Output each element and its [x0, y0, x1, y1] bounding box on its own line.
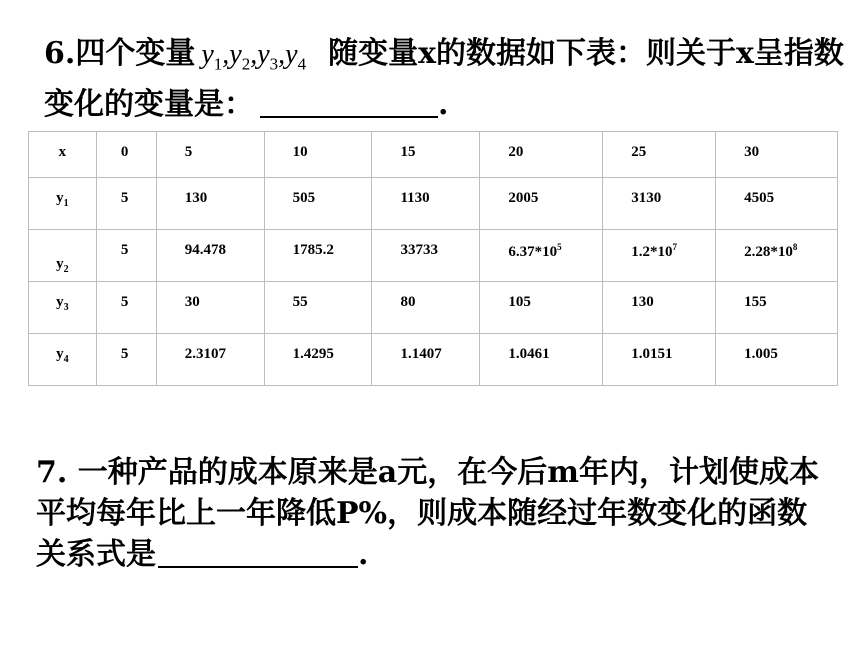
table-cell: 30	[156, 282, 264, 334]
table-cell: 130	[156, 178, 264, 230]
question-6-number: 6.	[44, 36, 76, 71]
table-cell: 3130	[603, 178, 716, 230]
row-header-y2: $y_2$	[29, 230, 97, 282]
variable-list: $y_1,y_2,y_3,y_4$	[201, 39, 307, 74]
table-cell: 1.0461	[480, 334, 603, 386]
table-cell: $1.2*10^7$	[603, 230, 716, 282]
table-cell: 5	[96, 334, 156, 386]
table-cell: 80	[372, 282, 480, 334]
table-cell: 25	[603, 132, 716, 178]
table-cell: 1.005	[716, 334, 838, 386]
question-6-end: .	[438, 86, 449, 122]
table-cell: 15	[372, 132, 480, 178]
table-cell: 5	[96, 230, 156, 282]
question-6	[44, 34, 844, 125]
table-cell: 5	[156, 132, 264, 178]
row-header-x: x	[29, 132, 97, 178]
table-cell: 5	[96, 282, 156, 334]
table-cell: 2.3107	[156, 334, 264, 386]
table-cell: $2.28*10^8$	[716, 230, 838, 282]
table-cell: 94.478	[156, 230, 264, 282]
table-cell: 55	[264, 282, 372, 334]
table-cell: 505	[264, 178, 372, 230]
table-cell: 1.0151	[603, 334, 716, 386]
table-cell: 10	[264, 132, 372, 178]
answer-blank-6	[260, 86, 438, 118]
table-row-x	[29, 132, 838, 178]
table-row-y1	[29, 178, 838, 230]
table-cell: 4505	[716, 178, 838, 230]
table-cell: $6.37*10^5$	[480, 230, 603, 282]
question-7	[36, 452, 836, 575]
question-7-end: .	[358, 537, 369, 572]
table-cell: 5	[96, 178, 156, 230]
table-cell: 155	[716, 282, 838, 334]
table-cell: 20	[480, 132, 603, 178]
table-cell: 1130	[372, 178, 480, 230]
table-row-y2	[29, 230, 838, 282]
table-cell: 1785.2	[264, 230, 372, 282]
row-header-y1: $y_1$	[29, 178, 97, 230]
table-cell: 2005	[480, 178, 603, 230]
row-header-y4: $y_4$	[29, 334, 97, 386]
answer-blank-7	[158, 536, 358, 568]
table-cell: 0	[96, 132, 156, 178]
table-row-y4	[29, 334, 838, 386]
table-cell: 33733	[372, 230, 480, 282]
row-header-y3: $y_3$	[29, 282, 97, 334]
question-6-text-after: 随变量x的数据如下表：则关于x呈指数变化的变量是：	[44, 36, 844, 122]
table-cell: 30	[716, 132, 838, 178]
table-cell: 130	[603, 282, 716, 334]
question-6-text-before: 四个变量	[75, 36, 196, 71]
table-cell: 105	[480, 282, 603, 334]
table-cell: 1.4295	[264, 334, 372, 386]
table-row-y3	[29, 282, 838, 334]
table-cell: 1.1407	[372, 334, 480, 386]
question-7-text: 7. 一种产品的成本原来是a元，在今后m年内，计划使成本平均每年比上一年降低P%，则成本随经过年数变化的函数关系式是	[36, 455, 819, 572]
data-table	[28, 131, 838, 386]
